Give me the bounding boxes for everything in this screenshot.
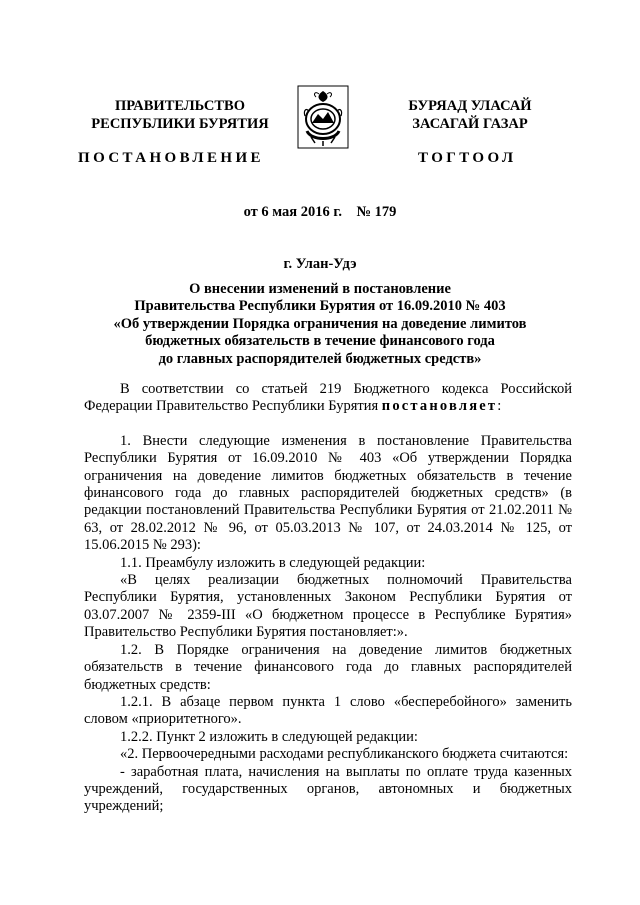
coat-of-arms-icon — [297, 85, 349, 149]
document-body — [84, 381, 572, 816]
paragraph-1-1: 1.1. Преамбулу изложить в следующей редакции: — [120, 554, 426, 571]
header-right — [375, 97, 565, 133]
city-line: г. Улан-Удэ — [283, 256, 357, 272]
title-line-4: бюджетных обязательств в течение финансового года — [145, 333, 495, 350]
title-line-2: Правительства Республики Бурятия от 16.09.2010 № 403 — [134, 298, 506, 315]
paragraph-1-2: 1.2. В Порядке ограничения на доведение лимитов бюджетных обязательств в течение финансового года до главных распорядителей бюджетных средств: — [84, 641, 572, 693]
doc-type-right: ТОГТООЛ — [418, 150, 517, 166]
intro-text: В соответствии со статьей 219 Бюджетного кодекса Российской Федерации Правительство Республики Бурятия — [84, 381, 572, 415]
intro-end: : — [497, 398, 502, 415]
header-left — [80, 97, 280, 133]
paragraph-1-1-text: «В целях реализации бюджетных полномочий Правительства Республики Бурятия, установленных Законом Республики Бурятия от 03.07.2007 № 2359-III «О бюджетном процессе в Республике Бурятия» Правительство Республики Бурятия постановляет:». — [84, 572, 572, 641]
date-number-line: от 6 мая 2016 г. № 179 — [243, 204, 397, 220]
header-left-line-2: РЕСПУБЛИКИ БУРЯТИЯ — [91, 116, 269, 132]
doc-type-left: ПОСТАНОВЛЕНИЕ — [78, 150, 264, 166]
title-line-5: до главных распорядителей бюджетных средств» — [158, 350, 482, 367]
title-line-3: «Об утверждении Порядка ограничения на доведение лимитов — [113, 315, 527, 332]
paragraph-1-2-2: 1.2.2. Пункт 2 изложить в следующей редакции: — [120, 728, 418, 745]
header-right-line-1: БУРЯАД УЛАСАЙ — [408, 98, 532, 114]
intro-decree-word: постановляет — [381, 398, 498, 415]
paragraph-1: 1. Внести следующие изменения в постановление Правительства Республики Бурятия от 16.09.2010 № 403 «Об утверждении Порядка ограничения на доведение лимитов бюджетных обязательств в течение финансового года до главных распорядителей бюджетных средств» (в редакции постановлений Правительства Республики Бурятия от 21.02.2011 № 63, от 28.02.2012 № 96, от 05.03.2013 № 107, от 24.03.2014 № 125, от 15.06.2015 № 293): — [84, 432, 572, 554]
intro-paragraph — [84, 381, 572, 416]
paragraph-1-2-1: 1.2.1. В абзаце первом пункта 1 слово «бесперебойного» заменить словом «приоритетного». — [84, 693, 572, 728]
header-left-line-1: ПРАВИТЕЛЬСТВО — [115, 98, 245, 114]
title-line-1: О внесении изменений в постановление — [189, 281, 451, 297]
document-title — [90, 281, 550, 368]
header-right-line-2: ЗАСАГАЙ ГАЗАР — [412, 116, 528, 132]
paragraph-2-item-1: - заработная плата, начисления на выплаты по оплате труда казенных учреждений, государственных органов, автономных и бюджетных учреждений; — [84, 763, 572, 815]
paragraph-2: «2. Первоочередными расходами республиканского бюджета считаются: — [120, 746, 569, 763]
